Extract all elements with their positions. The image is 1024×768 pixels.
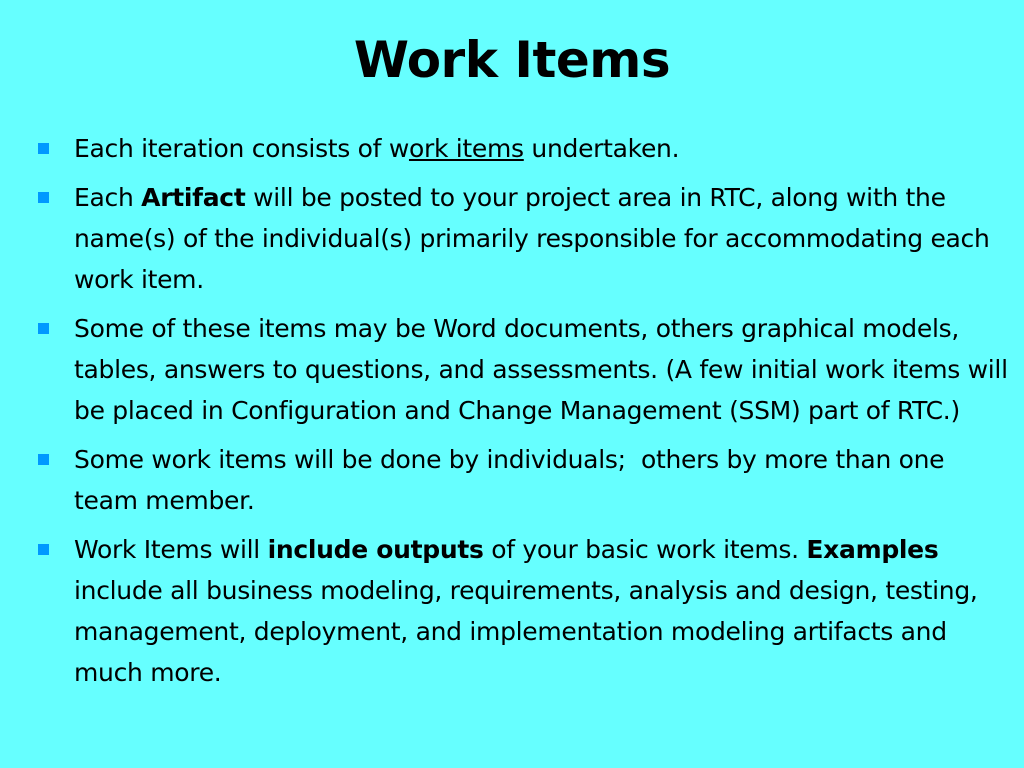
bullet-text: Work Items will (74, 535, 268, 564)
bullet-item (30, 128, 1010, 169)
bullet-text: Each (74, 183, 142, 212)
bullet-text: undertaken. (523, 134, 680, 163)
underlined-text: ork items (408, 134, 524, 163)
bold-text: include outputs (267, 535, 484, 564)
bullet-list (30, 128, 1010, 701)
bold-text: Examples (806, 535, 939, 564)
bullet-item (30, 308, 1010, 431)
bullet-item (30, 529, 1010, 693)
bullet-text: of your basic work items. (483, 535, 807, 564)
square-bullet-icon (38, 192, 49, 203)
bullet-text: Each iteration consists of w (74, 134, 409, 163)
bullet-item (30, 177, 1010, 300)
bullet-text: include all business modeling, requirements, analysis and design, testing, management, deployment, and implementation modeling artifacts and much more. (74, 576, 978, 687)
bullet-item (30, 439, 1010, 521)
square-bullet-icon (38, 454, 49, 465)
bullet-text: Some work items will be done by individuals; others by more than one team member. (74, 445, 952, 515)
square-bullet-icon (38, 323, 49, 334)
square-bullet-icon (38, 143, 49, 154)
bold-text: Artifact (141, 183, 246, 212)
bullet-text: Some of these items may be Word documents, others graphical models, tables, answers to questions, and assessments. (A few initial work items will be placed in Configuration and Change Management (SSM) part of RTC.) (74, 314, 1008, 425)
slide-title: Work Items (353, 31, 671, 89)
bullet-text: will be posted to your project area in RTC, along with the name(s) of the individual(s) primarily responsible for accommodating each work item. (74, 183, 990, 294)
square-bullet-icon (38, 544, 49, 555)
